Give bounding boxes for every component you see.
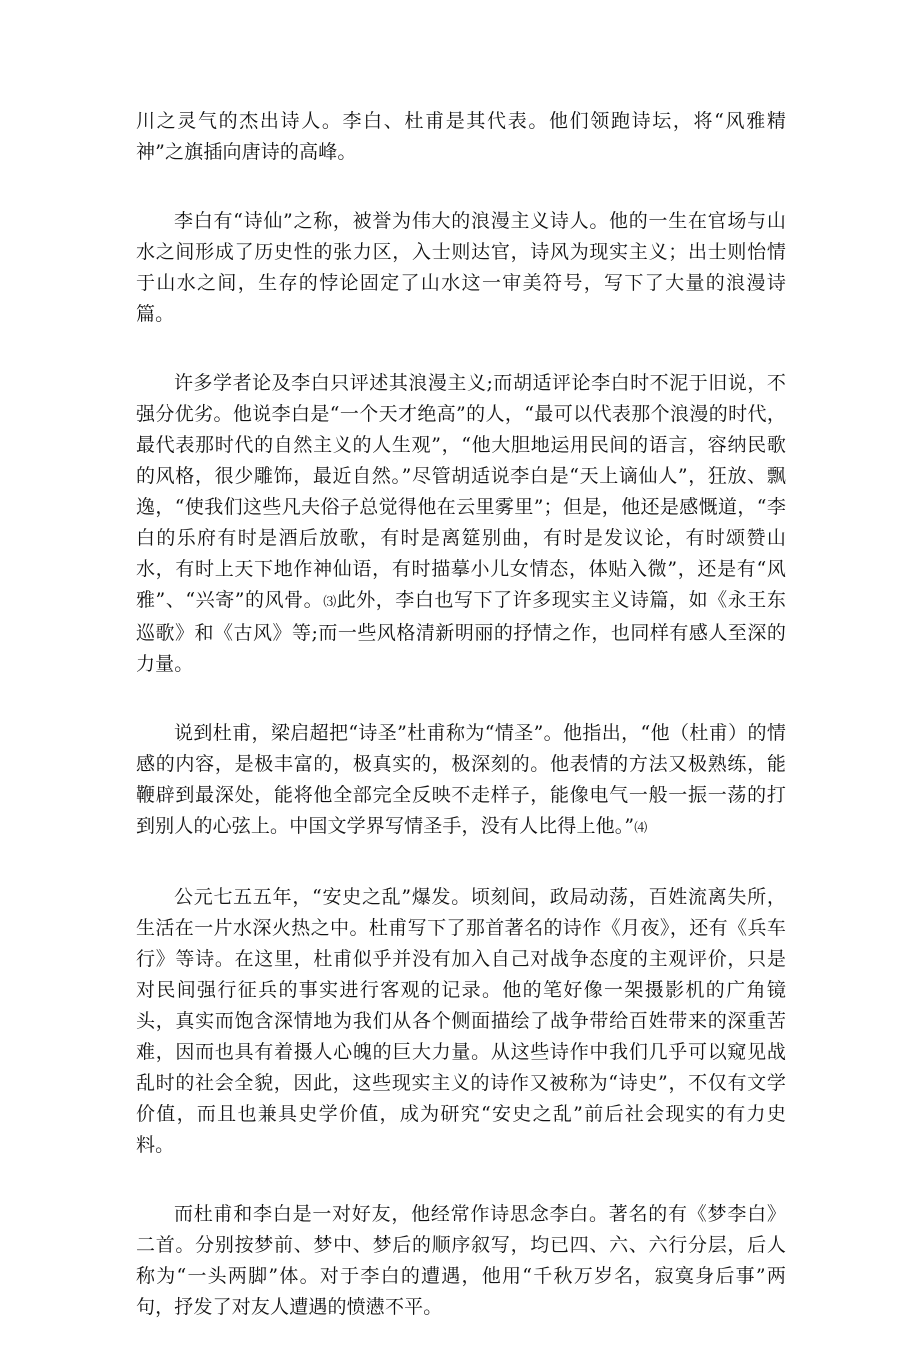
paragraph-3 <box>136 368 786 680</box>
paragraph-6 <box>136 1199 786 1323</box>
paragraph-text: 李白有“诗仙”之称，被誉为伟大的浪漫主义诗人。他的一生在官场与山水之间形成了历史性的张力区，入士则达官，诗风为现实主义；出士则怡情于山水之间，生存的悖论固定了山水这一审美符号，写下了大量的浪漫诗篇。 <box>136 210 786 325</box>
footnote-reference-4: ⑷ <box>634 821 648 836</box>
paragraph-1 <box>136 106 786 168</box>
paragraph-5 <box>136 882 786 1161</box>
paragraph-4 <box>136 718 786 844</box>
paragraph-text: 川之灵气的杰出诗人。李白、杜甫是其代表。他们领跑诗坛，将“风雅精神”之旗插向唐诗的高峰。 <box>136 110 786 163</box>
paragraph-text: 此外，李白也写下了许多现实主义诗篇，如《永王东巡歌》和《古风》等;而一些风格清新明丽的抒情之作，也同样有感人至深的力量。 <box>136 589 786 675</box>
footnote-reference-3: ⑶ <box>323 595 337 610</box>
document-page <box>136 106 786 1361</box>
paragraph-text: 而杜甫和李白是一对好友，他经常作诗思念李白。著名的有《梦李白》二首。分别按梦前、梦中、梦后的顺序叙写，均已四、六、六行分层，后人称为“一头两脚”体。对于李白的遭遇，他用“千秋万岁名，寂寞身后事”两句，抒发了对友人遭遇的愤懑不平。 <box>136 1203 786 1318</box>
paragraph-text: 说到杜甫，梁启超把“诗圣”杜甫称为“情圣”。他指出，“他（杜甫）的情感的内容，是极丰富的，极真实的，极深刻的。他表情的方法又极熟练，能鞭辟到最深处，能将他全部完全反映不走样子，能像电气一般一振一荡的打到别人的心弦上。中国文学界写情圣手，没有人比得上他。” <box>136 722 786 837</box>
paragraph-text: 公元七五五年，“安史之乱”爆发。顷刻间，政局动荡，百姓流离失所，生活在一片水深火热之中。杜甫写下了那首著名的诗作《月夜》，还有《兵车行》等诗。在这里，杜甫似乎并没有加入自己对战争态度的主观评价，只是对民间强行征兵的事实进行客观的记录。他的笔好像一架摄影机的广角镜头，真实而饱含深情地为我们从各个侧面描绘了战争带给百姓带来的深重苦难，因而也具有着摄人心魄的巨大力量。从这些诗作中我们几乎可以窥见战乱时的社会全貌，因此，这些现实主义的诗作又被称为“诗史”，不仅有文学价值，而且也兼具史学价值，成为研究“安史之乱”前后社会现实的有力史料。 <box>136 886 786 1156</box>
paragraph-text: 许多学者论及李白只评述其浪漫主义;而胡适评论李白时不泥于旧说，不强分优劣。他说李白是“一个天才绝高”的人，“最可以代表那个浪漫的时代，最代表那时代的自然主义的人生观”，“他大胆地运用民间的语言，容纳民歌的风格，很少雕饰，最近自然。”尽管胡适说李白是“天上谪仙人”，狂放、飘逸，“使我们这些凡夫俗子总觉得他在云里雾里”；但是，他还是感慨道，“李白的乐府有时是酒后放歌，有时是离筵别曲，有时是发议论，有时颂赞山水，有时上天下地作神仙语，有时描摹小儿女情态，体贴入微”，还是有“风雅”、“兴寄”的风骨。 <box>136 372 786 611</box>
paragraph-2 <box>136 206 786 330</box>
